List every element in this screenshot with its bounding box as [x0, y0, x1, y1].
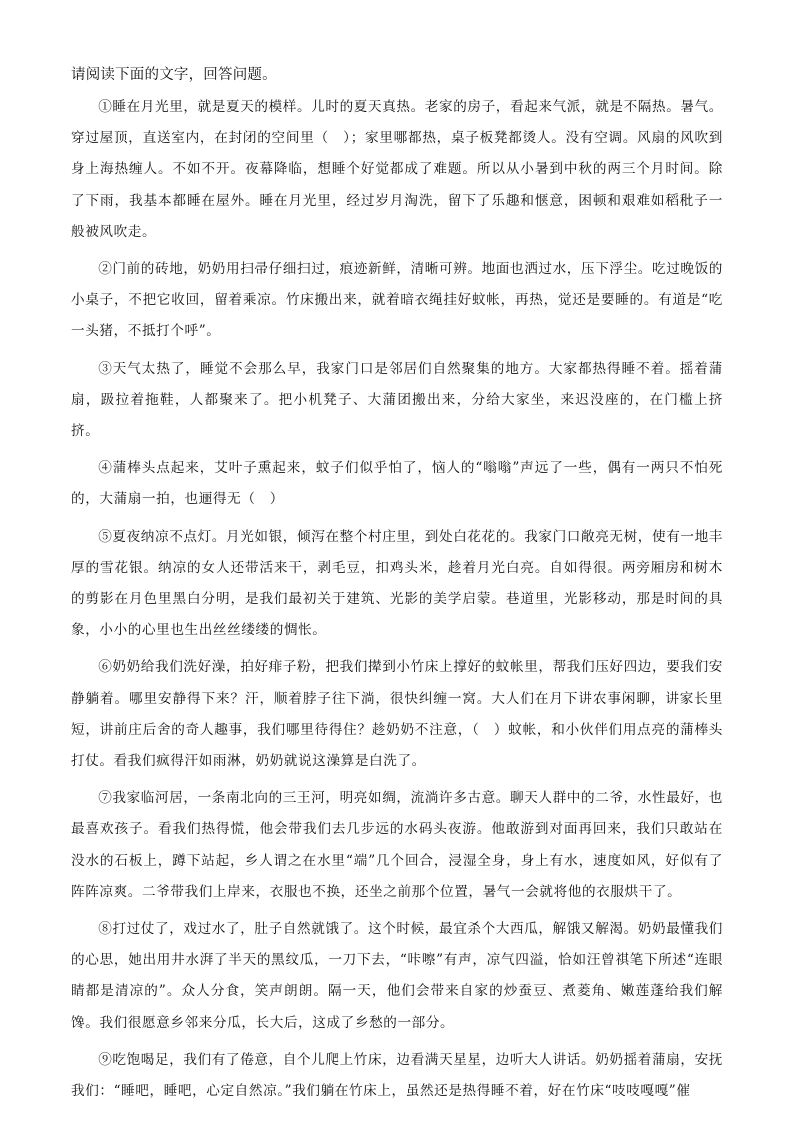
paragraph-8: ⑧打过仗了，戏过水了，肚子自然就饿了。这个时候，最宜杀个大西瓜，解饿又解渴。奶奶最懂我们的心思，她出用井水湃了半天的黑纹瓜，一刀下去，“咔嚓”有声，凉气四溢，恰如汪曾祺笔下所述“连眼睛都是清凉的”。众人分食，笑声朗朗。隔一天，他们会带来自家的炒蚕豆、煮菱角、嫩莲蓬给我们解馋。我们很愿意乡邻来分瓜，长大后，这成了乡愁的一部分。 [71, 921, 723, 1031]
paragraph-5: ⑤夏夜纳凉不点灯。月光如银，倾泻在整个村庄里，到处白花花的。我家门口敞亮无树，使有一地丰厚的雪花银。纳凉的女人还带活来干，剥毛豆，扣鸡头米，趁着月光白亮。自如得很。两旁厢房和树木的剪影在月色里黑白分明，是我们最初关于建筑、光影的美学启蒙。巷道里，光影移动，那是时间的具象，小小的心里也生出丝丝缕缕的惆怅。 [71, 528, 723, 639]
paragraph-3: ③天气太热了，睡觉不会那么早，我家门口是邻居们自然聚集的地方。大家都热得睡不着。摇着蒲扇，趿拉着拖鞋，人都聚来了。把小机凳子、大蒲团搬出来，分给大家坐，来迟没座的，在门槛上挤挤。 [71, 360, 723, 440]
paragraph-4: ④蒲棒头点起来，艾叶子熏起来，蚊子们似乎怕了，恼人的“嗡嗡”声远了一些，偶有一两只不怕死的，大蒲扇一拍，也逦得无（ ） [71, 460, 723, 508]
paragraph-1: ①睡在月光里，就是夏天的模样。儿时的夏天真热。老家的房子，看起来气派，就是不隔热。暑气。穿过屋顶，直送室内，在封闭的空间里（ ）；家里哪都热，桌子板凳都烫人。没有空调。风扇的风吹到身上海热缠人。不如不开。夜幕降临，想睡个好觉都成了难题。所以从小暑到中秋的两三个月时间。除了下雨，我基本都睡在屋外。睡在月光里，经过岁月淘洗，留下了乐趣和惬意，困顿和艰难如稻秕子一般被风吹走。 [71, 99, 723, 240]
paragraph-2: ②门前的砖地，奶奶用扫帚仔细扫过，痕迹新鲜，清晰可辨。地面也洒过水，压下浮尘。吃过晚饭的小桌子，不把它收回，留着乘凉。竹床搬出来，就着暗衣绳挂好蚊帐，再热，觉还是要睡的。有道是“吃一头猪，不抵打个呼”。 [71, 261, 723, 340]
instruction-text: 请阅读下面的文字，回答问题。 [71, 67, 277, 83]
paragraph-7: ⑦我家临河居，一条南北向的三王河，明亮如绸，流淌许多古意。聊天人群中的二爷，水性最好，也最喜欢孩子。看我们热得慌，他会带我们去几步远的水码头夜游。他敢游到对面再回来，我们只敢站在没水的石板上，蹲下站起，乡人谓之在水里“端”几个回合，浸湿全身，身上有水，速度如风，好似有了阵阵凉爽。二爷带我们上岸来，衣服也不换，还坐之前那个位置，暑气一会就将他的衣服烘干了。 [71, 790, 723, 900]
paragraph-6: ⑥奶奶给我们洗好澡，拍好痱子粉，把我们撵到小竹床上撑好的蚊帐里，帮我们压好四边，要我们安静躺着。哪里安静得下来？汗，顺着脖子往下淌，很快纠缠一窝。大人们在月下讲农事闲聊，讲家长里短，讲前庄后舍的奇人趣事，我们哪里待得住？趁奶奶不注意，（ ）蚊帐，和小伙伴们用点亮的蒲棒头打仗。看我们疯得汗如雨淋，奶奶就说这澡算是白洗了。 [71, 659, 723, 770]
paragraph-9: ⑨吃饱喝足，我们有了倦意，自个儿爬上竹床，边看满天星星，边听大人讲话。奶奶摇着蒲扇，安抚我们：“睡吧，睡吧，心定自然凉。”我们躺在竹床上，虽然还是热得睡不着，好在竹床“吱吱嘎嘎”催 [71, 1051, 723, 1100]
document-page [71, 58, 723, 1113]
